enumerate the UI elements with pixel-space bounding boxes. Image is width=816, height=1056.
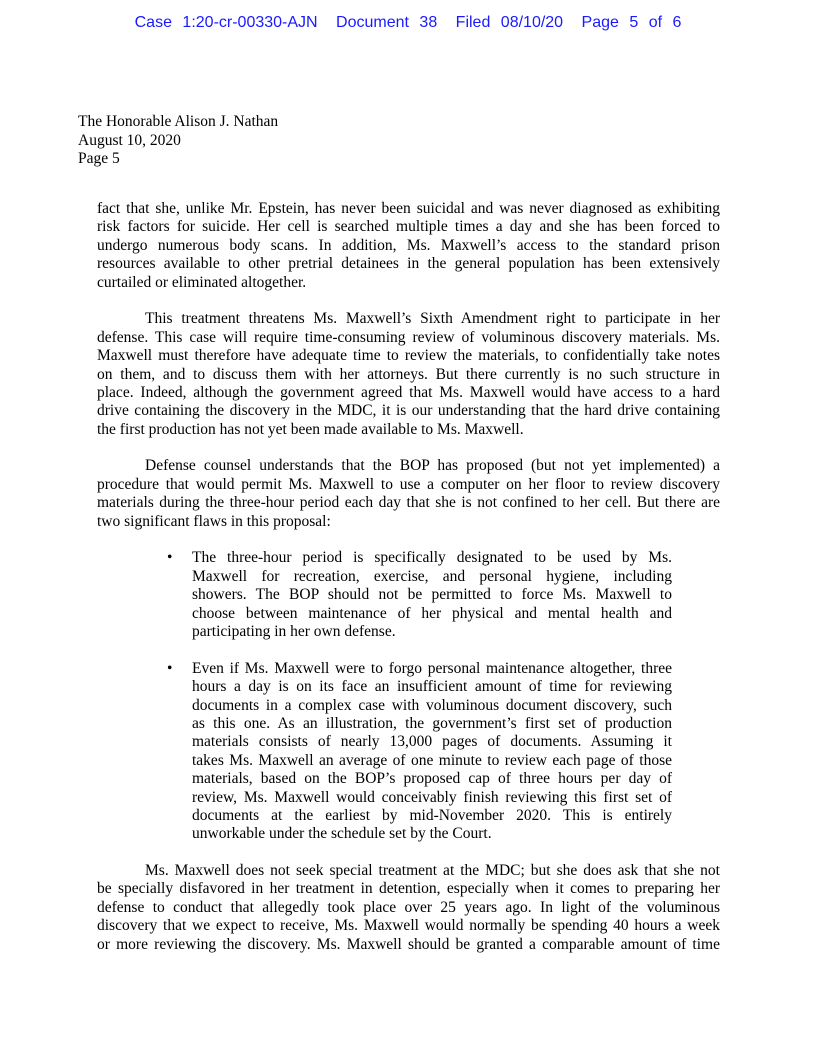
text-line: the first production has not yet been made available to Ms. Maxwell. [97,420,524,438]
text-line: This treatment threatens Ms. Maxwell’s Sixth Amendment right to participate in her [145,310,720,328]
text-line: be specially disfavored in her treatment in detention, especially when it comes to preparing her [97,880,720,898]
text-line: unworkable under the schedule set by the Court. [192,825,492,843]
paragraph [97,200,720,292]
text-line: showers. The BOP should not be permitted to force Ms. Maxwell to [192,586,672,604]
text-line: participating in her own defense. [192,622,396,640]
document-number: Document 38 [336,14,438,31]
text-line: hours a day is on its face an insufficient amount of time for reviewing [192,678,672,696]
text-line: as this one. As an illustration, the government’s first set of production [192,714,672,732]
page-label: Page 5 [78,150,120,167]
text-line: takes Ms. Maxwell an average of one minute to review each page of those [192,751,672,769]
text-line: undergo numerous body scans. In addition, Ms. Maxwell’s access to the standard prison [97,236,720,254]
text-line: materials during the three-hour period each day that she is not confined to her cell. But there are [97,494,720,512]
text-line: curtailed or eliminated altogether. [97,273,307,291]
text-line: documents in a complex case with voluminous document discovery, such [192,696,672,714]
text-line: Even if Ms. Maxwell were to forgo personal maintenance altogether, three [192,659,672,677]
letter-date: August 10, 2020 [78,131,181,149]
text-line: defense to conduct that allegedly took place over 25 years ago. In light of the voluminous [97,898,720,916]
text-line: place. Indeed, although the government agreed that Ms. Maxwell would have access to a hard [97,383,720,401]
text-line: drive containing the discovery in the MDC, it is our understanding that the hard drive containing [97,402,720,420]
text-line: materials consists of nearly 13,000 pages of documents. Assuming it [192,733,672,751]
case-number: Case 1:20-cr-00330-AJN [134,14,318,31]
text-line: procedure that would permit Ms. Maxwell to use a computer on her floor to review discovery [97,475,720,493]
text-line: discovery that we expect to receive, Ms. Maxwell would normally be spending 40 hours a week [97,917,720,935]
bullet-item [167,659,672,844]
bullet-item [167,549,672,641]
recipient: The Honorable Alison J. Nathan [78,113,279,130]
text-line: resources available to other pretrial detainees in the general population has been extensively [97,255,720,273]
paragraph [97,310,720,439]
text-line: review, Ms. Maxwell would conceivably finish reviewing this first set of [192,788,672,806]
text-line: choose between maintenance of her physical and mental health and [192,604,672,622]
text-line: or more reviewing the discovery. Ms. Maxwell should be granted a comparable amount of time [97,935,720,953]
text-line: Maxwell for recreation, exercise, and personal hygiene, including [192,567,672,585]
text-line: risk factors for suicide. Her cell is searched multiple times a day and she has been forced to [97,218,720,236]
text-line: The three-hour period is specifically designated to be used by Ms. [192,549,672,567]
court-filing-header [0,14,816,32]
paragraph [97,457,720,531]
letter-body [97,200,720,972]
closing-paragraph [97,862,720,954]
letter-address-block [78,113,278,169]
text-line: materials, based on the BOP’s proposed cap of three hours per day of [192,770,672,788]
text-line: fact that she, unlike Mr. Epstein, has never been suicidal and was never diagnosed as exhibiting [97,200,720,217]
filed-date: Filed 08/10/20 [455,14,564,31]
page-count: Page 5 of 6 [581,14,682,31]
bullet-icon: • [167,549,173,567]
text-line: Maxwell must therefore have adequate time to review the materials, to confidentially take notes [97,347,720,365]
text-line: Ms. Maxwell does not seek special treatment at the MDC; but she does ask that she not [145,862,720,880]
text-line: Defense counsel understands that the BOP has proposed (but not yet implemented) a [145,457,720,475]
text-line: two significant flaws in this proposal: [97,512,331,530]
bullet-icon: • [167,659,173,677]
text-line: on them, and to discuss them with her attorneys. But there currently is no such structure in [97,365,720,383]
text-line: defense. This case will require time-consuming review of voluminous discovery materials. Ms. [97,328,720,346]
text-line: documents at the earliest by mid-November 2020. This is entirely [192,806,672,824]
